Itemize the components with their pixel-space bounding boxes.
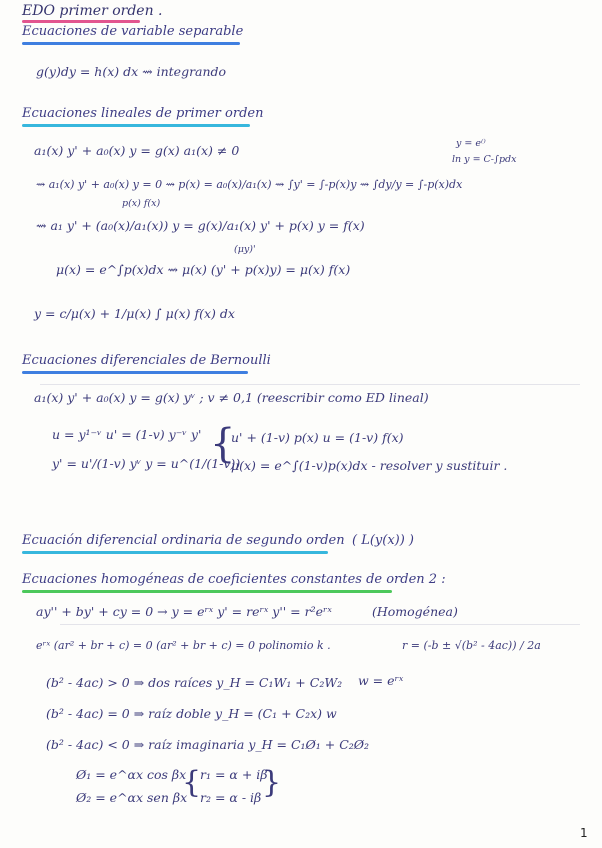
linear-equation-3: ⇝ a₁ y' + (a₀(x)/a₁(x)) y = g(x)/a₁(x) y' + p(x) y = f(x) <box>36 218 365 233</box>
homogeneous-heading: Ecuaciones homogéneas de coeficientes constantes de orden 2 : <box>22 572 446 587</box>
linear-equation-5: y = c/μ(x) + 1/μ(x) ∫ μ(x) f(x) dx <box>34 306 235 321</box>
case-imaginary-roots: (b² - 4ac) < 0 ⇒ raíz imaginaria y_H = C₁Ø₁ + C₂Ø₂ <box>46 737 370 752</box>
bernoulli-brace: { <box>210 421 236 467</box>
linear-equation-2: ⇝ a₁(x) y' + a₀(x) y = 0 ⇝ p(x) = a₀(x)/a₁(x) ⇝ ∫y' = ∫-p(x)y ⇝ ∫dy/y = ∫-p(x)dx <box>36 178 463 191</box>
case-double-root: (b² - 4ac) = 0 ⇒ raíz doble y_H = (C₁ + C₂x) w <box>46 706 337 721</box>
linear-equation-4-sup: (μy)' <box>234 244 256 255</box>
second-order-heading: Ecuación diferencial ordinaria de segundo orden <box>22 533 345 548</box>
page-number: 1 <box>580 826 588 840</box>
separable-equation: g(y)dy = h(x) dx ⇝ integrando <box>36 64 227 79</box>
linear-side-note-1: y = e⁽⁾ <box>456 138 486 149</box>
phi-1: Ø₁ = e^αx cos βx <box>76 767 187 782</box>
linear-equation-1: a₁(x) y' + a₀(x) y = g(x) a₁(x) ≠ 0 <box>34 143 240 158</box>
bernoulli-equation-2-right: u' + (1-v) p(x) u = (1-v) f(x) <box>231 430 404 445</box>
bernoulli-equation-3: y' = u'/(1-v) yᵛ y = u^(1/(1-v)) <box>52 456 241 471</box>
linear-heading: Ecuaciones lineales de primer orden <box>22 106 264 121</box>
title-underline <box>22 20 140 23</box>
bleed-through-line <box>40 384 580 385</box>
homogeneous-equation-2: eʳˣ (ar² + br + c) = 0 (ar² + br + c) = 0 polinomio k . <box>36 639 331 652</box>
phi-2: Ø₂ = e^αx sen βx <box>76 790 188 805</box>
bernoulli-equation-3-right: μ(x) = e^∫(1-v)p(x)dx - resolver y sustituir . <box>231 458 508 473</box>
root-1: r₁ = α + iβ <box>200 767 268 782</box>
linear-underline <box>22 124 250 127</box>
case-distinct-roots: (b² - 4ac) > 0 ⇒ dos raíces y_H = C₁W₁ + C₂W₂ <box>46 675 343 690</box>
case-distinct-roots-note: w = eʳˣ <box>358 673 404 688</box>
bleed-through-line <box>60 624 580 625</box>
separable-underline <box>22 42 240 45</box>
homogeneous-note: (Homogénea) <box>372 604 458 619</box>
linear-side-note-2: ln y = C-∫pdx <box>452 154 517 165</box>
bernoulli-equation-2: u = y¹⁻ᵛ u' = (1-v) y⁻ᵛ y' <box>52 427 202 442</box>
separable-heading: Ecuaciones de variable separable <box>22 24 244 39</box>
homogeneous-equation-1: ay'' + by' + cy = 0 → y = eʳˣ y' = reʳˣ y'' = r²eʳˣ <box>36 604 332 619</box>
brace-right: } <box>262 765 282 800</box>
linear-equation-3-sup: p(x) f(x) <box>122 198 161 209</box>
page-title: EDO primer orden . <box>22 3 163 19</box>
bernoulli-underline <box>22 371 248 374</box>
quadratic-formula: r = (-b ± √(b² - 4ac)) / 2a <box>402 639 541 652</box>
linear-equation-4: μ(x) = e^∫p(x)dx ⇝ μ(x) (y' + p(x)y) = μ(x) f(x) <box>56 262 351 277</box>
second-order-underline <box>22 551 328 554</box>
brace-left: { <box>182 765 202 800</box>
bernoulli-equation-1: a₁(x) y' + a₀(x) y = g(x) yᵛ ; v ≠ 0,1 (reescribir como ED lineal) <box>34 390 429 405</box>
second-order-heading-note: ( L(y(x)) ) <box>352 533 415 548</box>
root-2: r₂ = α - iβ <box>200 790 262 805</box>
bernoulli-heading: Ecuaciones diferenciales de Bernoulli <box>22 353 271 368</box>
homogeneous-underline <box>22 590 392 593</box>
